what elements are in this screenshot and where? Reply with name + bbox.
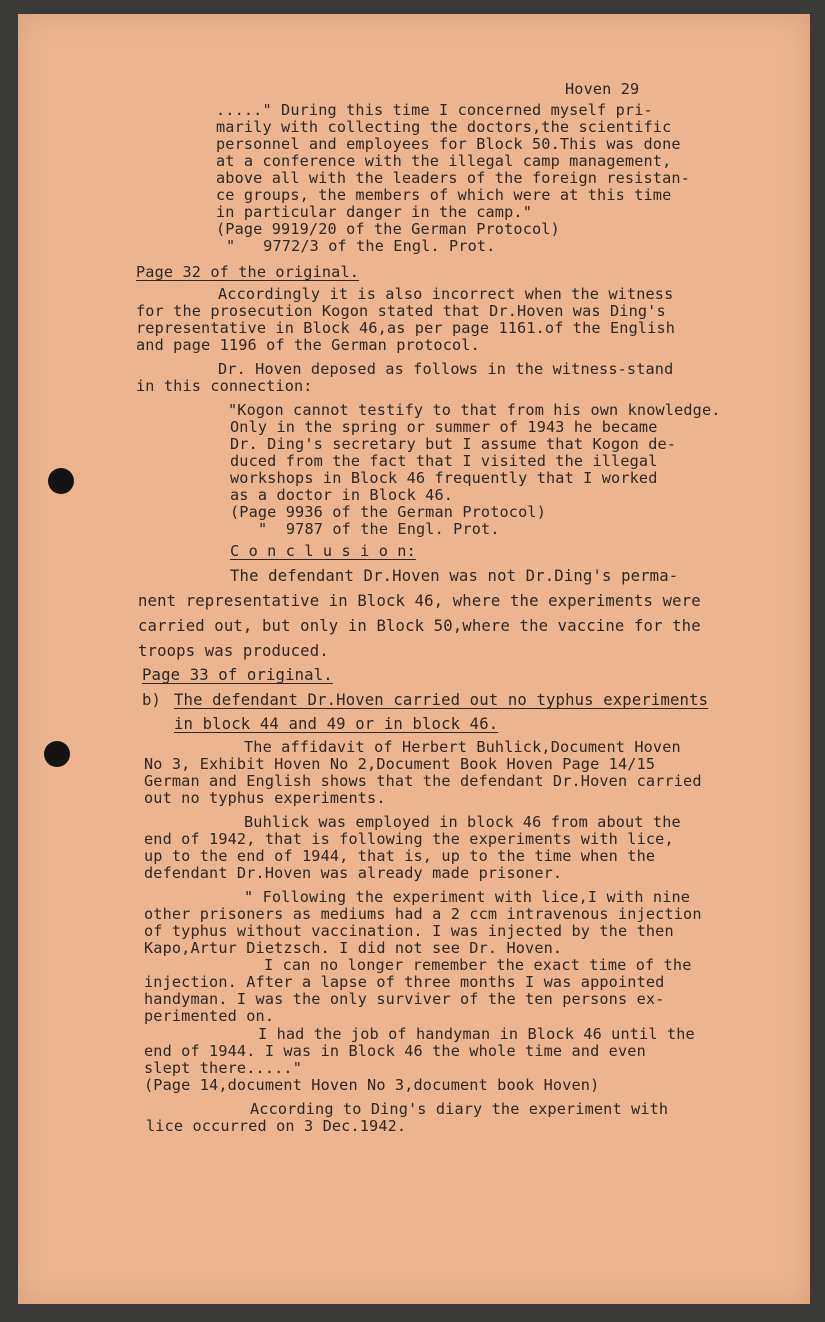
text-line: Dr. Ding's secretary but I assume that Kogon de- [230,435,677,453]
text-line: " 9772/3 of the Engl. Prot. [226,237,496,255]
text-line: up to the end of 1944, that is, up to the time when the [144,847,656,865]
text-line: I can no longer remember the exact time of the [264,956,692,974]
text-line: defendant Dr.Hoven was already made prisoner. [144,864,563,882]
section-marker: b) [142,691,162,709]
text-line: in particular danger in the camp." [216,203,532,221]
text-line: of typhus without vaccination. I was injected by the then [144,922,674,940]
text-line: in this connection: [136,377,313,395]
document-page [18,14,810,1304]
text-line: end of 1944. I was in Block 46 the whole time and even [144,1042,646,1060]
text-line: troops was produced. [138,642,329,660]
text-line: as a doctor in Block 46. [230,486,454,504]
text-line: personnel and employees for Block 50.This was done [216,135,681,153]
text-line: No 3, Exhibit Hoven No 2,Document Book Hoven Page 14/15 [144,755,656,773]
text-line: at a conference with the illegal camp management, [216,152,672,170]
text-line: above all with the leaders of the foreign resistan- [216,169,690,187]
section-heading: Page 33 of original. [142,666,333,684]
binder-hole [48,468,74,494]
text-line: workshops in Block 46 frequently that I worked [230,469,658,487]
text-line: (Page 14,document Hoven No 3,document book Hoven) [144,1076,600,1094]
text-line: Only in the spring or summer of 1943 he became [230,418,658,436]
text-line: marily with collecting the doctors,the scientific [216,118,672,136]
text-line: slept there....." [144,1059,302,1077]
text-line: I had the job of handyman in Block 46 until the [258,1025,695,1043]
text-line: carried out, but only in Block 50,where the vaccine for the [138,617,701,635]
section-heading: Page 32 of the original. [136,263,360,281]
text-line: handyman. I was the only surviver of the ten persons ex- [144,990,665,1008]
text-line: representative in Block 46,as per page 1161.of the English [136,319,676,337]
text-line: German and English shows that the defendant Dr.Hoven carried [144,772,702,790]
text-line: " Following the experiment with lice,I with nine [244,888,691,906]
page-header: Hoven 29 [565,80,640,98]
conclusion-heading: C o n c l u s i o n: [230,542,416,560]
text-line: Accordingly it is also incorrect when the witness [218,285,674,303]
text-line: injection. After a lapse of three months I was appointed [144,973,665,991]
text-line: (Page 9936 of the German Protocol) [230,503,546,521]
text-line: end of 1942, that is following the experiments with lice, [144,830,674,848]
section-title: The defendant Dr.Hoven carried out no typhus experiments [174,691,709,709]
section-title: in block 44 and 49 or in block 46. [174,715,499,733]
text-line: The affidavit of Herbert Buhlick,Document Hoven [244,738,681,756]
text-line: The defendant Dr.Hoven was not Dr.Ding's perma- [230,567,679,585]
text-line: Dr. Hoven deposed as follows in the witness-stand [218,360,674,378]
text-line: out no typhus experiments. [144,789,386,807]
text-line: "Kogon cannot testify to that from his own knowledge. [228,401,721,419]
binder-hole [44,741,70,767]
text-line: (Page 9919/20 of the German Protocol) [216,220,560,238]
text-line: ....." During this time I concerned myself pri- [216,101,653,119]
text-line: perimented on. [144,1007,275,1025]
text-line: " 9787 of the Engl. Prot. [258,520,500,538]
text-line: Buhlick was employed in block 46 from about the [244,813,681,831]
text-line: nent representative in Block 46, where the experiments were [138,592,701,610]
text-line: duced from the fact that I visited the illegal [230,452,658,470]
text-line: for the prosecution Kogon stated that Dr.Hoven was Ding's [136,302,666,320]
text-line: Kapo,Artur Dietzsch. I did not see Dr. Hoven. [144,939,563,957]
text-line: other prisoners as mediums had a 2 ccm intravenous injection [144,905,702,923]
text-line: and page 1196 of the German protocol. [136,336,480,354]
text-line: lice occurred on 3 Dec.1942. [146,1117,407,1135]
text-line: ce groups, the members of which were at this time [216,186,672,204]
text-line: According to Ding's diary the experiment with [250,1100,669,1118]
